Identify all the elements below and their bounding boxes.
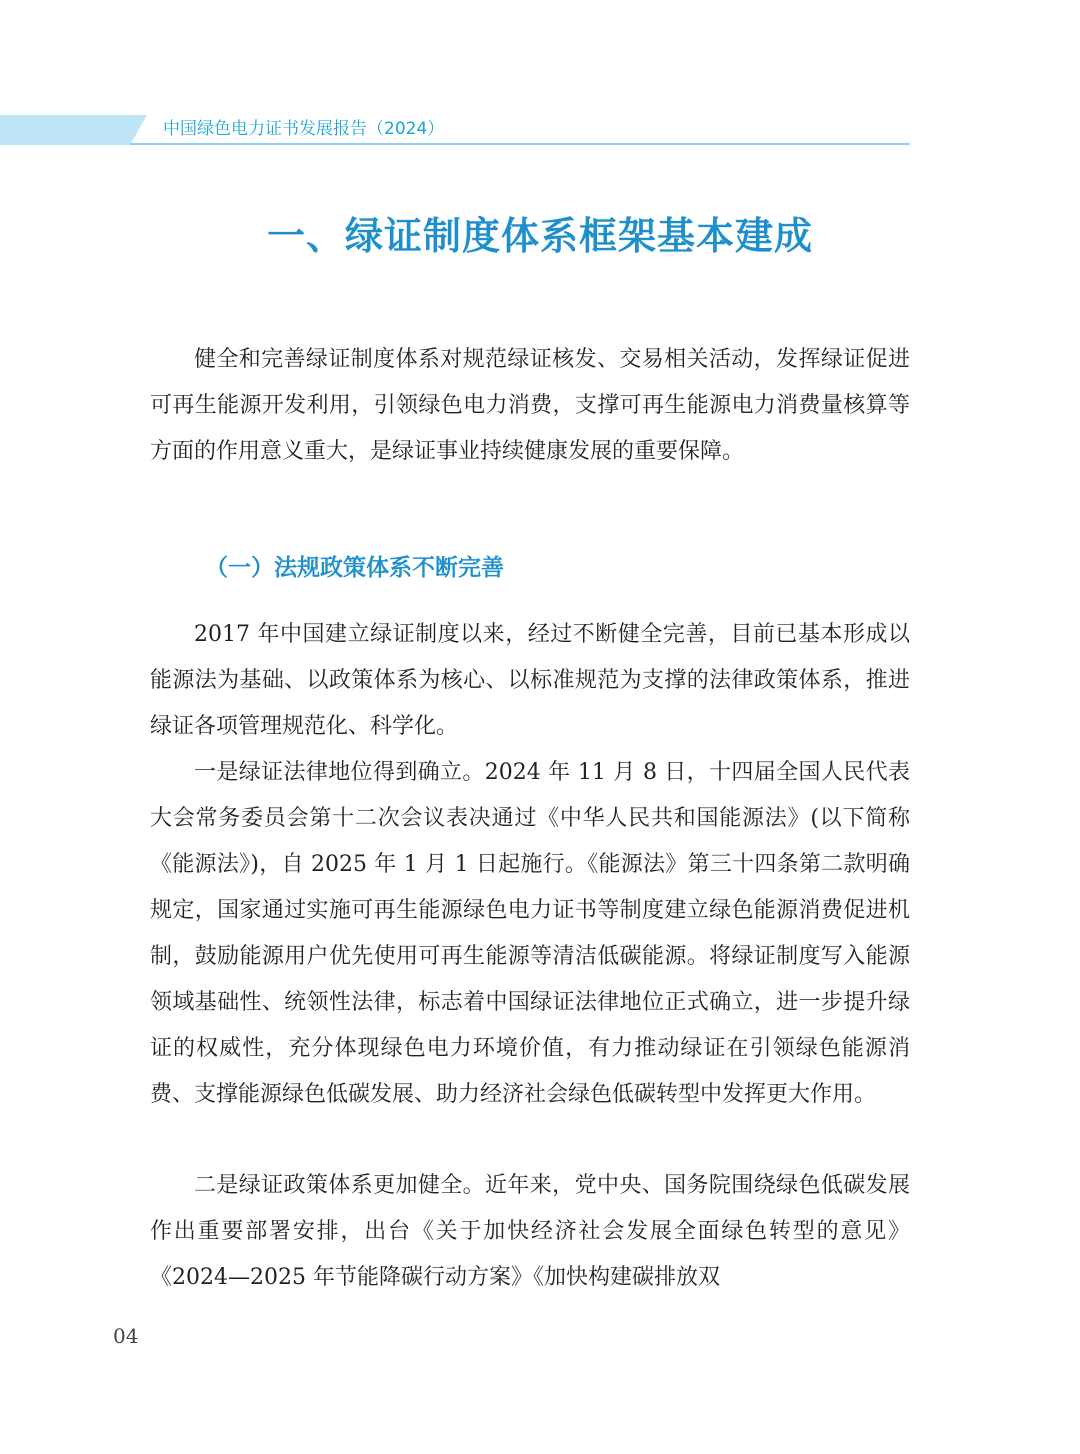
section-heading: （一）法规政策体系不断完善 <box>205 555 504 581</box>
running-header-title: 中国绿色电力证书发展报告（2024） <box>163 119 445 139</box>
intro-paragraph: 健全和完善绿证制度体系对规范绿证核发、交易相关活动，发挥绿证促进可再生能源开发利用，引领绿色电力消费，支撑可再生能源电力消费量核算等方面的作用意义重大，是绿证事业持续健康发展的重要保障。 <box>150 347 910 464</box>
body-paragraph-3: 二是绿证政策体系更加健全。近年来，党中央、国务院围绕绿色低碳发展作出重要部署安排，出台《关于加快经济社会发展全面绿色转型的意见》《2024—2025 年节能降碳行动方案》《加快构建碳排放双 <box>150 1173 910 1290</box>
header-band-shape <box>0 115 910 145</box>
header-band <box>0 115 910 145</box>
body-paragraph-1: 2017 年中国建立绿证制度以来，经过不断健全完善，目前已基本形成以能源法为基础、以政策体系为核心、以标准规范为支撑的法律政策体系，推进绿证各项管理规范化、科学化。 <box>150 622 910 739</box>
chapter-title: 一、绿证制度体系框架基本建成 <box>266 214 813 258</box>
body-paragraph-2: 一是绿证法律地位得到确立。2024 年 11 月 8 日，十四届全国人民代表大会常务委员会第十二次会议表决通过《中华人民共和国能源法》(以下简称《能源法》)，自 2025 年 1 月 1 日起施行。《能源法》第三十四条第二款明确规定，国家通过实施可再生能源绿色电力证书等制度建立绿色能源消费促进机制，鼓励能源用户优先使用可再生能源等清洁低碳能源。将绿证制度写入能源领域基础性、统领性法律，标志着中国绿证法律地位正式确立，进一步提升绿证的权威性，充分体现绿色电力环境价值，有力推动绿证在引领绿色能源消费、支撑能源绿色低碳发展、助力经济社会绿色低碳转型中发挥更大作用。 <box>150 760 910 1107</box>
page-number: 04 <box>113 1324 139 1348</box>
